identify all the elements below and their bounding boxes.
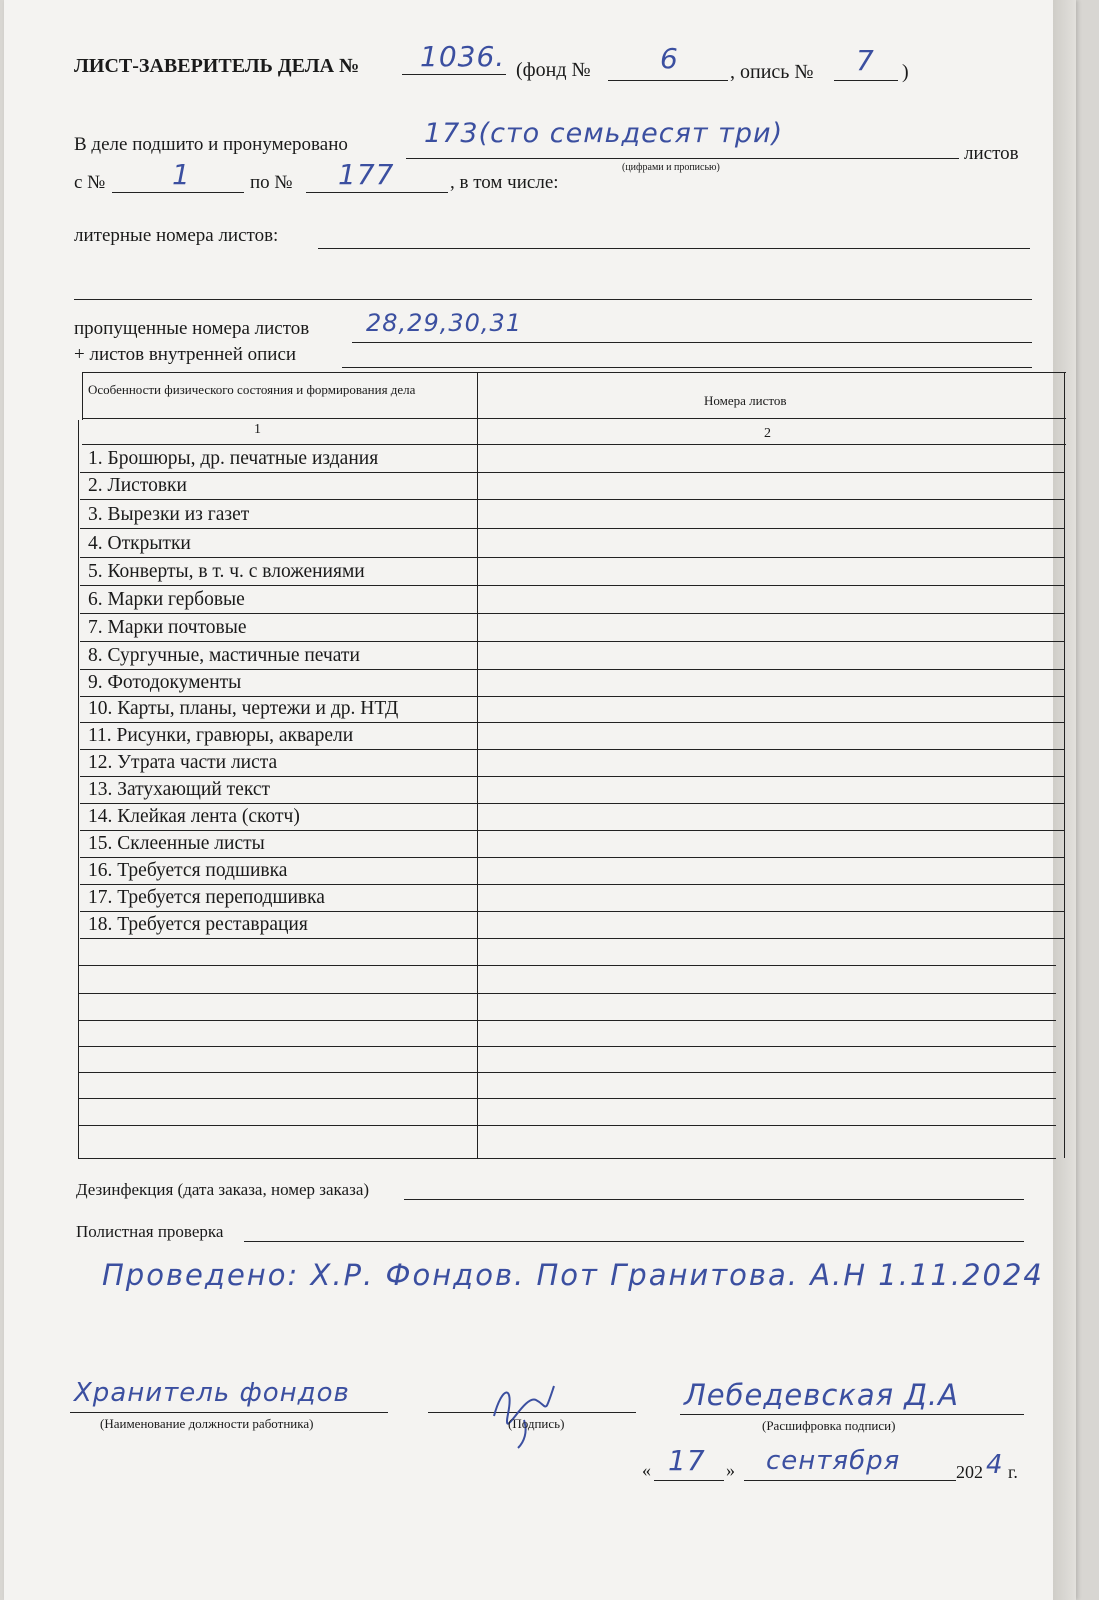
- numerals-caption: (цифрами и прописью): [622, 162, 720, 173]
- table-left-border: [78, 420, 79, 1158]
- opis-line: [834, 80, 898, 81]
- table-empty-row-divider: [78, 1020, 1056, 1021]
- opis-label: , опись №: [730, 61, 814, 83]
- date-suffix: г.: [1008, 1462, 1018, 1482]
- table-row-divider: [80, 472, 1064, 473]
- date-day: 17: [668, 1444, 706, 1477]
- table-empty-row-divider: [78, 1158, 1056, 1159]
- table-row-divider: [80, 722, 1064, 723]
- fond-line: [608, 80, 728, 81]
- table-row-label: 17. Требуется переподшивка: [88, 887, 325, 908]
- table-row-label: 15. Склеенные листы: [88, 833, 265, 854]
- table-row-divider: [80, 641, 1064, 642]
- col2-header: Номера листов: [704, 393, 787, 408]
- date-open-quote: «: [642, 1460, 651, 1480]
- table-row-label: 7. Марки почтовые: [88, 617, 247, 638]
- fond-label: (фонд №: [516, 59, 591, 81]
- date-year-prefix: 202: [956, 1462, 983, 1482]
- opis-number: 7: [856, 44, 875, 77]
- table-right-border: [1064, 372, 1065, 1158]
- name-line: [680, 1414, 1024, 1415]
- case-number-line: [402, 74, 506, 75]
- to-label: по №: [250, 172, 293, 193]
- table-row-label: 16. Требуется подшивка: [88, 860, 288, 881]
- table-row-label: 10. Карты, планы, чертежи и др. НТД: [88, 698, 399, 719]
- table-top-border: [82, 372, 1066, 373]
- signature-mark: [484, 1376, 574, 1450]
- table-row-divider: [80, 830, 1064, 831]
- date-day-line: [654, 1480, 724, 1481]
- check-label: Полистная проверка: [76, 1222, 224, 1241]
- table-row-divider: [80, 803, 1064, 804]
- sewn-value: 173(сто семьдесят три): [424, 118, 784, 149]
- table-row-divider: [80, 528, 1064, 529]
- table-row-label: 6. Марки гербовые: [88, 589, 245, 610]
- name-caption: (Расшифровка подписи): [762, 1418, 896, 1433]
- letter-numbers-label: литерные номера листов:: [74, 225, 279, 246]
- to-line: [306, 192, 448, 193]
- position-line: [70, 1412, 388, 1413]
- check-note: Проведено: Х.Р. Фондов. Пот Гранитова. А.Н 1.11.2024: [102, 1258, 1044, 1292]
- table-row-label: 13. Затухающий текст: [88, 779, 271, 800]
- table-row-divider: [80, 776, 1064, 777]
- table-row-label: 2. Листовки: [88, 475, 187, 496]
- inner-inventory-label: + листов внутренней описи: [74, 344, 297, 365]
- close-paren: ): [902, 61, 909, 83]
- table-row-label: 5. Конверты, в т. ч. с вложениями: [88, 561, 365, 582]
- including-label: , в том числе:: [450, 172, 559, 193]
- missing-line: [352, 342, 1032, 343]
- table-row-divider: [80, 613, 1064, 614]
- table-row-divider: [80, 499, 1064, 500]
- col1-header: Особенности физического состояния и формирования дела: [88, 382, 416, 397]
- missing-label: пропущенные номера листов: [74, 318, 310, 339]
- name-value: Лебедевская Д.А: [684, 1378, 959, 1412]
- date-month-line: [744, 1480, 956, 1481]
- signature-caption: (Подпись): [508, 1416, 565, 1431]
- check-line: [244, 1241, 1024, 1242]
- table-row-label: 1. Брошюры, др. печатные издания: [88, 448, 379, 469]
- disinfection-line: [404, 1199, 1024, 1200]
- table-column-divider: [477, 372, 478, 1158]
- table-empty-row-divider: [78, 1046, 1056, 1047]
- disinfection-label: Дезинфекция (дата заказа, номер заказа): [76, 1180, 370, 1199]
- from-line: [112, 192, 244, 193]
- table-row-label: 9. Фотодокументы: [88, 672, 242, 693]
- position-caption: (Наименование должности работника): [100, 1416, 314, 1431]
- table-empty-row-divider: [78, 965, 1056, 966]
- table-row-divider: [80, 696, 1064, 697]
- table-row-divider: [80, 557, 1064, 558]
- table-row-label: 8. Сургучные, мастичные печати: [88, 645, 360, 666]
- date-close-quote: »: [726, 1460, 735, 1480]
- table-empty-row-divider: [78, 1098, 1056, 1099]
- table-empty-row-divider: [78, 993, 1056, 994]
- letter-numbers-line-2: [74, 299, 1032, 300]
- from-value: 1: [172, 158, 191, 191]
- letter-numbers-line: [318, 248, 1030, 249]
- date-month: сентября: [766, 1446, 901, 1476]
- table-row-divider: [80, 669, 1064, 670]
- table-row-divider: [80, 911, 1064, 912]
- table-row-label: 14. Клейкая лента (скотч): [88, 806, 300, 827]
- table-row-divider: [80, 884, 1064, 885]
- table-row-divider: [80, 857, 1064, 858]
- position-value: Хранитель фондов: [74, 1378, 350, 1408]
- table-row-label: 4. Открытки: [88, 533, 191, 554]
- header-divider: [82, 418, 1066, 419]
- missing-value: 28,29,30,31: [366, 309, 523, 337]
- case-number: 1036.: [420, 40, 506, 73]
- table-row-divider: [80, 938, 1064, 939]
- sheets-word: листов: [964, 143, 1019, 164]
- col1-index: 1: [254, 422, 261, 437]
- sewn-line: [406, 158, 959, 159]
- to-value: 177: [338, 158, 395, 191]
- sewn-label: В деле подшито и пронумеровано: [74, 134, 348, 155]
- table-left-border-top: [82, 372, 83, 420]
- table-row-label: 11. Рисунки, гравюры, акварели: [88, 725, 354, 746]
- table-row-divider: [80, 585, 1064, 586]
- from-label: с №: [74, 172, 106, 193]
- document-sheet: [4, 0, 1076, 1600]
- document-title: ЛИСТ-ЗАВЕРИТЕЛЬ ДЕЛА №: [74, 55, 360, 77]
- inner-inventory-line: [342, 367, 1032, 368]
- table-row-divider: [80, 749, 1064, 750]
- table-empty-row-divider: [78, 1072, 1056, 1073]
- table-empty-row-divider: [78, 1125, 1056, 1126]
- date-year-digit: 4: [986, 1450, 1004, 1480]
- fond-number: 6: [660, 42, 679, 75]
- table-row-label: 3. Вырезки из газет: [88, 504, 250, 525]
- col2-index: 2: [764, 426, 771, 441]
- index-divider: [82, 444, 1066, 445]
- table-row-label: 18. Требуется реставрация: [88, 914, 308, 935]
- table-row-label: 12. Утрата части листа: [88, 752, 278, 773]
